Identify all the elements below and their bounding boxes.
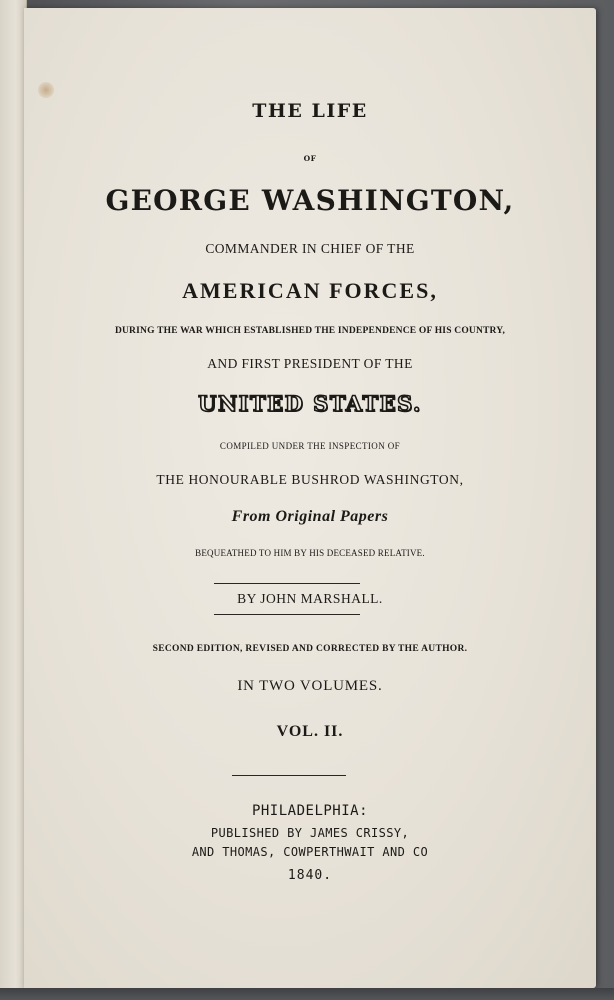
facing-page-edge — [0, 0, 27, 1000]
volumes-statement: IN TWO VOLUMES. — [237, 678, 383, 694]
title-of: OF — [303, 154, 317, 163]
bequeathed-note: BEQUEATHED TO HIM BY HIS DECEASED RELATIVE. — [195, 548, 425, 558]
author-rule-top — [214, 583, 360, 584]
foxing-stain — [38, 82, 54, 98]
title-subject-name: GEORGE WASHINGTON, — [105, 184, 515, 217]
imprint-publisher-line-2: AND THOMAS, COWPERTHWAIT AND CO — [191, 845, 429, 859]
imprint-year: 1840. — [287, 868, 333, 883]
from-original-papers: From Original Papers — [231, 508, 389, 525]
compiler-name: THE HONOURABLE BUSHROD WASHINGTON, — [156, 472, 464, 487]
compiled-note: COMPILED UNDER THE INSPECTION OF — [219, 441, 401, 451]
background-surface — [0, 988, 614, 1000]
imprint-city: PHILADELPHIA: — [251, 803, 369, 819]
subtitle-during-war: DURING THE WAR WHICH ESTABLISHED THE INDEPENDENCE OF HIS COUNTRY, — [114, 326, 506, 336]
subtitle-american-forces: AMERICAN FORCES, — [182, 278, 438, 303]
author-rule-bottom — [214, 614, 360, 615]
title-page — [24, 8, 596, 988]
subtitle-first-president: AND FIRST PRESIDENT OF THE — [207, 356, 413, 371]
title-the-life: THE LIFE — [252, 100, 368, 122]
subtitle-united-states: UNITED STATES. — [198, 391, 422, 416]
imprint-rule — [232, 775, 346, 776]
volume-number: VOL. II. — [276, 723, 344, 740]
edition-statement: SECOND EDITION, REVISED AND CORRECTED BY THE AUTHOR. — [152, 644, 468, 654]
imprint-publisher-line-1: PUBLISHED BY JAMES CRISSY, — [210, 826, 410, 840]
author-line: BY JOHN MARSHALL. — [237, 591, 383, 606]
subtitle-commander: COMMANDER IN CHIEF OF THE — [205, 241, 415, 256]
